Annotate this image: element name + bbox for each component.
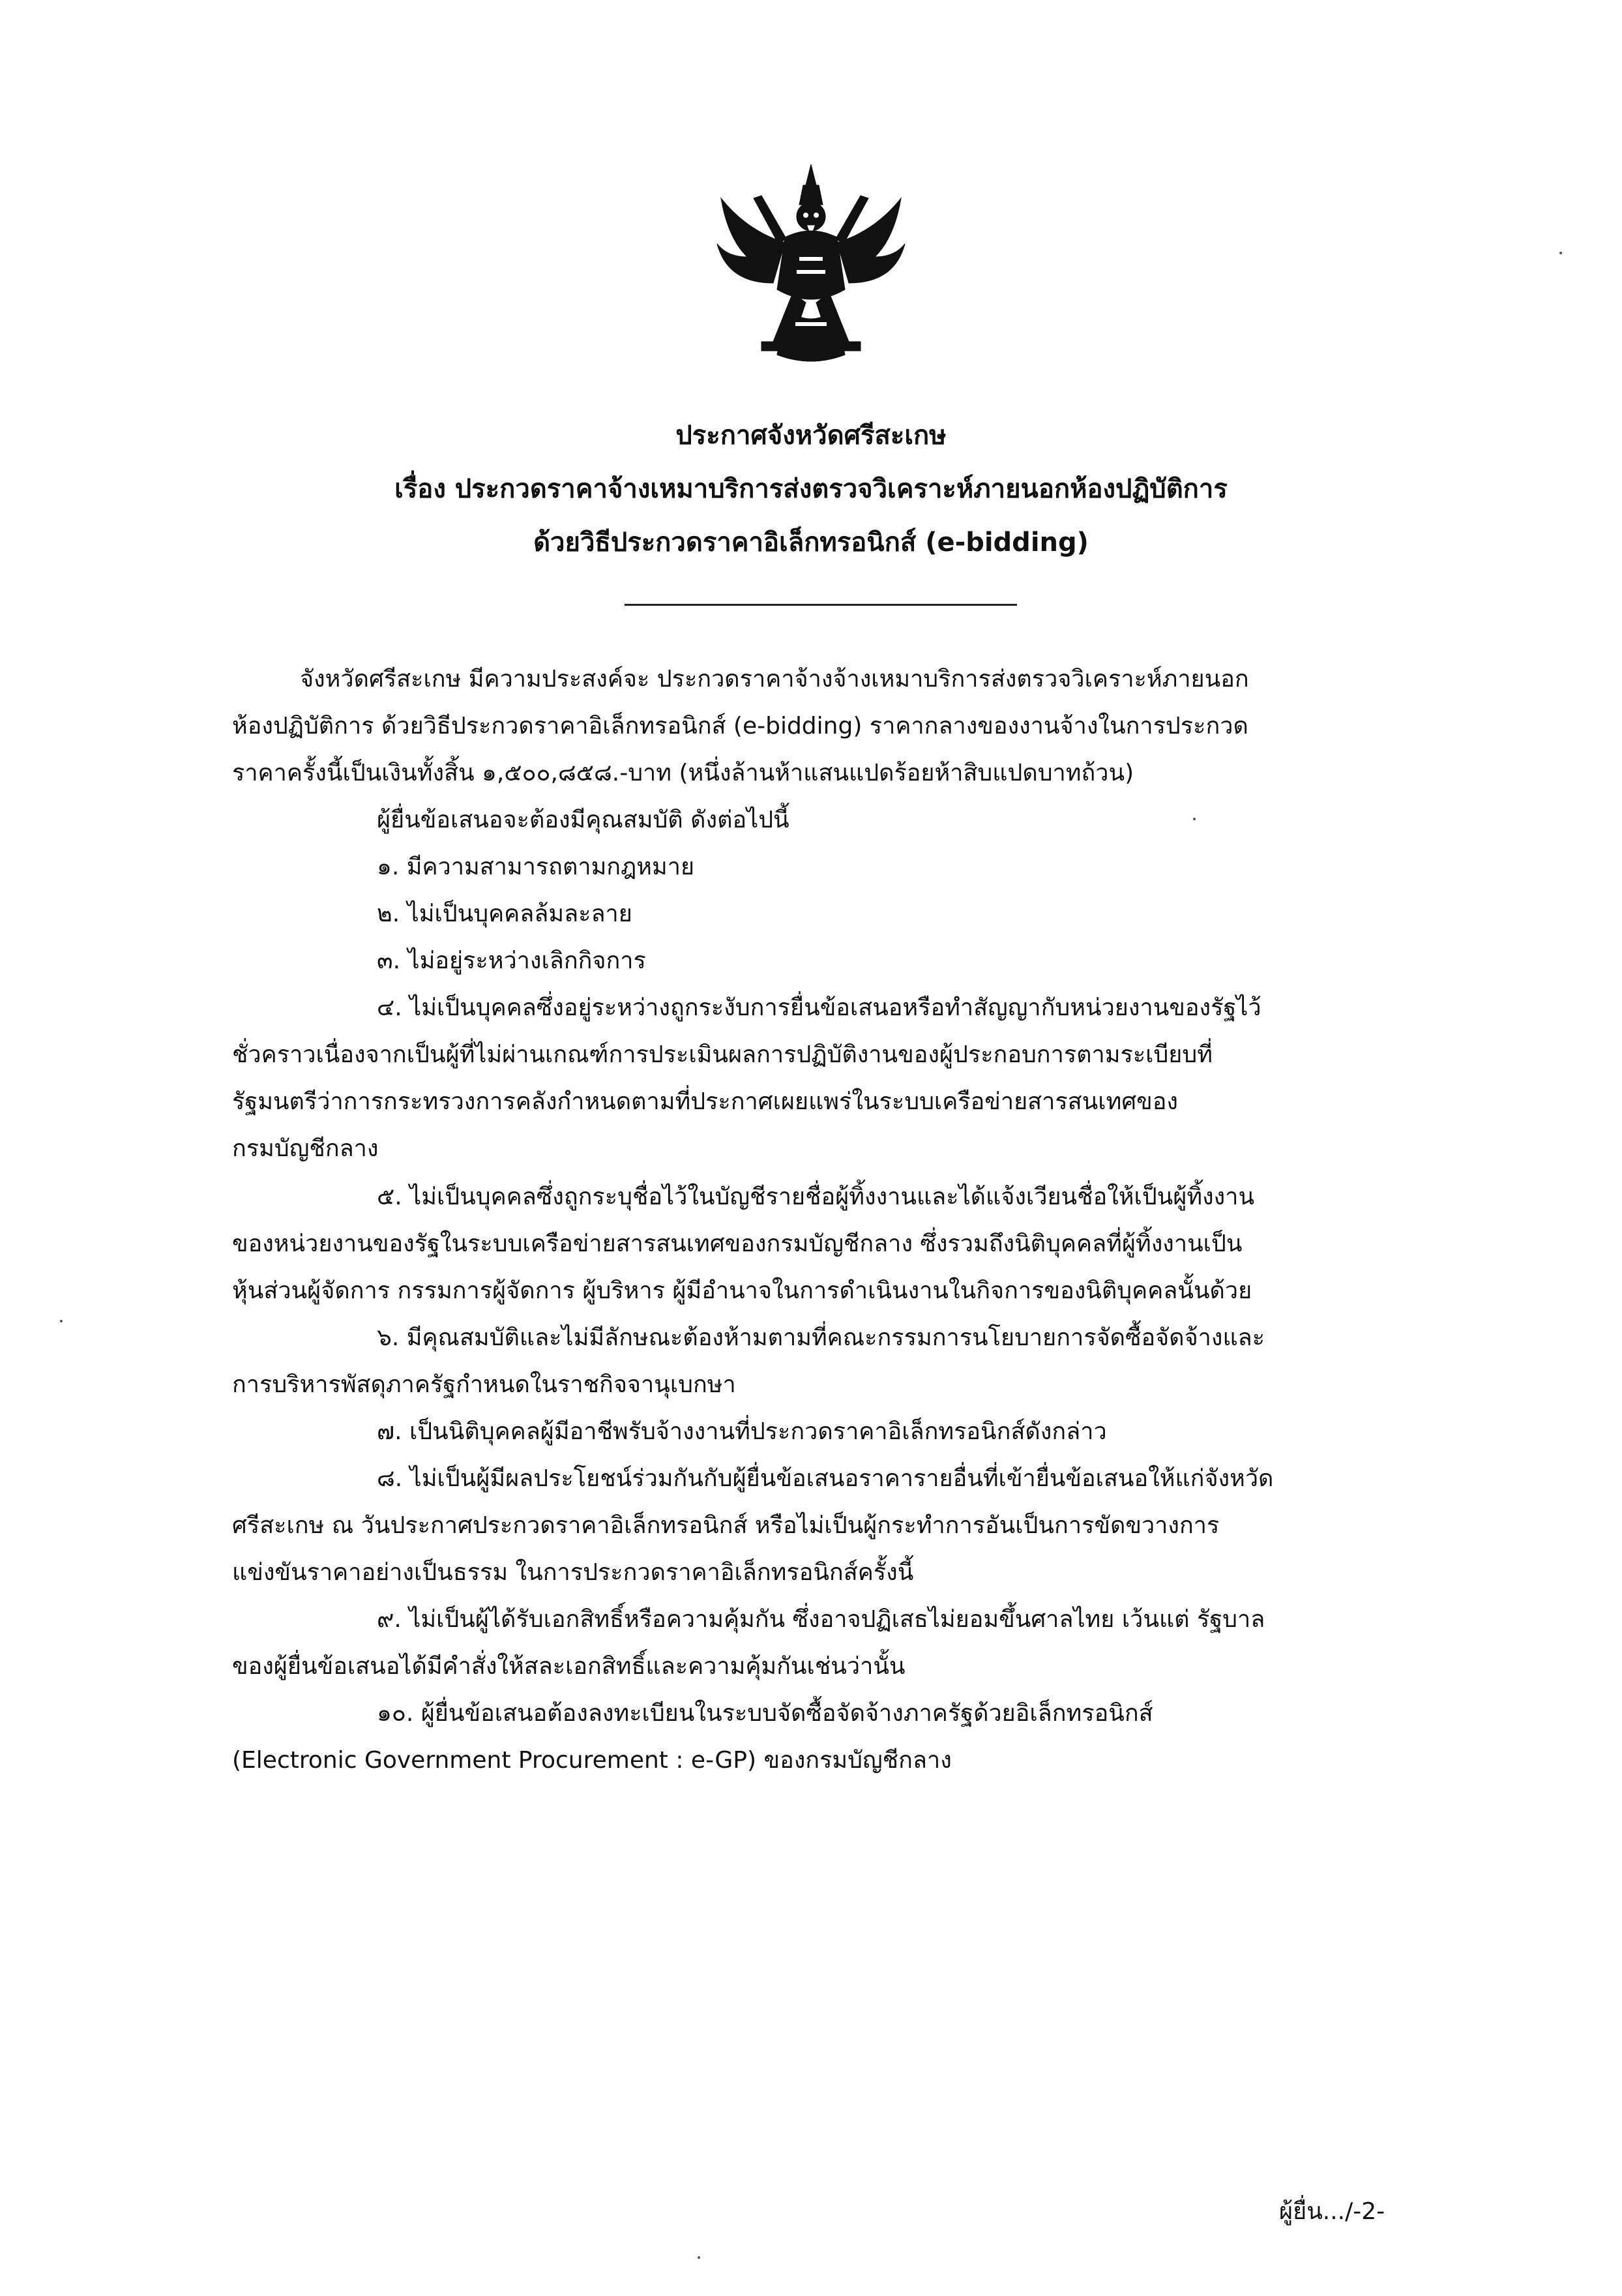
qualification-item: ๘. ไม่เป็นผู้มีผลประโยชน์ร่วมกันกับผู้ยื่นข้อเสนอราคารายอื่นที่เข้ายื่นข้อเสนอให้แก่จังหวัด [377,1465,1274,1492]
body-line: ของผู้ยื่นข้อเสนอได้มีคำสั่งให้สละเอกสิทธิ์และความคุ้มกันเช่นว่านั้น [232,1653,906,1680]
body-line: ราคาครั้งนี้เป็นเงินทั้งสิ้น ๑,๕๐๐,๘๕๘.-บาท (หนึ่งล้านห้าแสนแปดร้อยห้าสิบแปดบาทถ้วน) [232,760,1134,786]
qualification-item: ๓. ไม่อยู่ระหว่างเลิกกิจการ [377,947,646,974]
scan-speck [60,1320,63,1322]
qualification-item: ๑๐. ผู้ยื่นข้อเสนอต้องลงทะเบียนในระบบจัดซื้อจัดจ้างภาครัฐด้วยอิเล็กทรอนิกส์ [377,1700,1153,1727]
announcement-method: ด้วยวิธีประกวดราคาอิเล็กทรอนิกส์ (e-bidding) [533,528,1089,558]
announcement-heading: ประกาศจังหวัดศรีสะเกษ [675,421,947,451]
page-continuation: ผู้ยื่น.../-2- [1279,2198,1385,2225]
qualification-item: ๖. มีคุณสมบัติและไม่มีลักษณะต้องห้ามตามที่คณะกรรมการนโยบายการจัดซื้อจัดจ้างและ [377,1324,1265,1351]
body-line: การบริหารพัสดุภาครัฐกำหนดในราชกิจจานุเบกษา [232,1371,736,1398]
body-line: (Electronic Government Procurement : e-GP) ของกรมบัญชีกลาง [232,1747,952,1774]
qualification-item: ๑. มีความสามารถตามกฎหมาย [377,854,695,880]
qualification-item: ๗. เป็นนิติบุคคลผู้มีอาชีพรับจ้างงานที่ประกวดราคาอิเล็กทรอนิกส์ดังกล่าว [377,1418,1107,1445]
body-line: ห้องปฏิบัติการ ด้วยวิธีประกวดราคาอิเล็กทรอนิกส์ (e-bidding) ราคากลางของงานจ้างในการประกวด [232,713,1248,739]
body-line: กรมบัญชีกลาง [232,1135,379,1162]
qualification-item: ๒. ไม่เป็นบุคคลล้มละลาย [377,901,632,927]
body-line: จังหวัดศรีสะเกษ มีความประสงค์จะ ประกวดราคาจ้างจ้างเหมาบริการส่งตรวจวิเคราะห์ภายนอก [300,666,1249,693]
body-line: ของหน่วยงานของรัฐในระบบเครือข่ายสารสนเทศของกรมบัญชีกลาง ซึ่งรวมถึงนิติบุคคลที่ผู้ทิ้งงานเป็น [232,1230,1243,1257]
body-line: หุ้นส่วนผู้จัดการ กรรมการผู้จัดการ ผู้บริหาร ผู้มีอำนาจในการดำเนินงานในกิจการของนิติบุคคลนั้นด้วย [232,1277,1252,1304]
qualifications-intro: ผู้ยื่นข้อเสนอจะต้องมีคุณสมบัติ ดังต่อไปนี้ [377,807,789,833]
qualification-item: ๔. ไม่เป็นบุคคลซึ่งอยู่ระหว่างถูกระงับการยื่นข้อเสนอหรือทำสัญญากับหน่วยงานของรัฐไว้ [377,994,1261,1021]
body-line: แข่งขันราคาอย่างเป็นธรรม ในการประกวดราคาอิเล็กทรอนิกส์ครั้งนี้ [232,1559,914,1586]
scan-speck [1559,252,1562,254]
garuda-emblem-icon [708,159,914,368]
body-line: ชั่วคราวเนื่องจากเป็นผู้ที่ไม่ผ่านเกณฑ์การประเมินผลการปฏิบัติงานของผู้ประกอบการตามระเบียบที่ [232,1041,1213,1068]
scan-speck [698,2256,700,2259]
qualification-item: ๙. ไม่เป็นผู้ได้รับเอกสิทธิ์หรือความคุ้มกัน ซึ่งอาจปฏิเสธไม่ยอมขึ้นศาลไทย เว้นแต่ รัฐบาล [377,1606,1265,1633]
body-line: รัฐมนตรีว่าการกระทรวงการคลังกำหนดตามที่ประกาศเผยแพร่ในระบบเครือข่ายสารสนเทศของ [232,1088,1178,1115]
scan-speck [1193,818,1196,820]
title-divider [625,604,1017,606]
announcement-subject: เรื่อง ประกวดราคาจ้างเหมาบริการส่งตรวจวิเคราะห์ภายนอกห้องปฏิบัติการ [394,474,1228,504]
qualification-item: ๕. ไม่เป็นบุคคลซึ่งถูกระบุชื่อไว้ในบัญชีรายชื่อผู้ทิ้งงานและได้แจ้งเวียนชื่อให้เป็นผู้ทิ้งงาน [377,1184,1255,1210]
body-line: ศรีสะเกษ ณ วันประกาศประกวดราคาอิเล็กทรอนิกส์ หรือไม่เป็นผู้กระทำการอันเป็นการขัดขวางการ [232,1512,1220,1539]
